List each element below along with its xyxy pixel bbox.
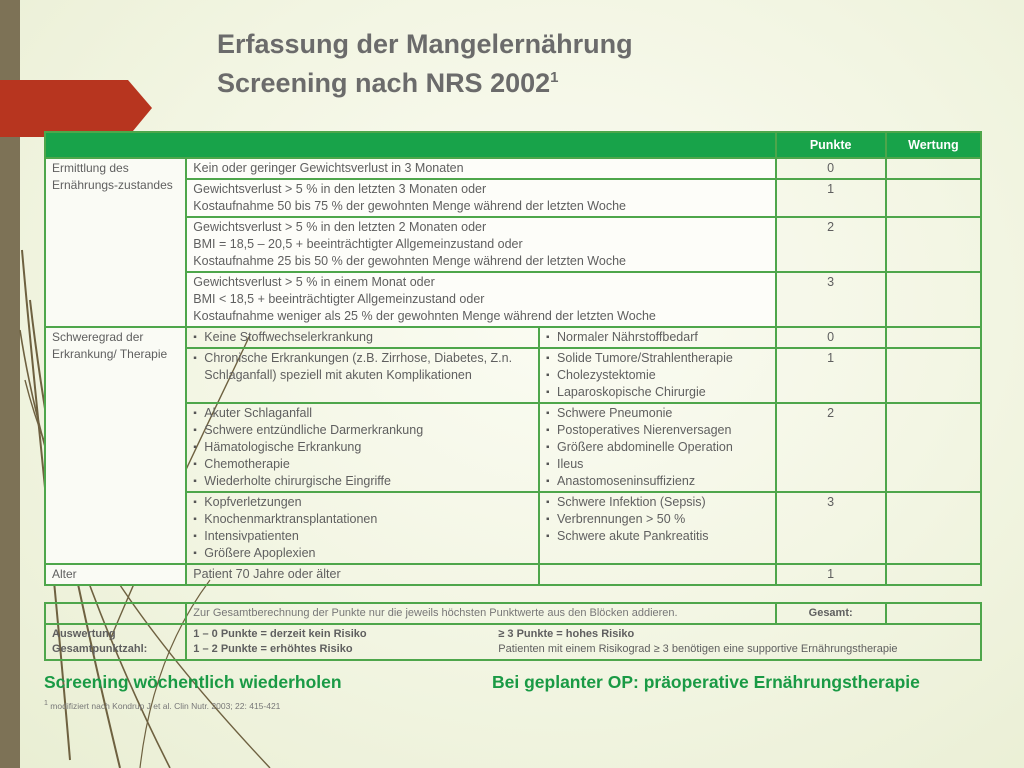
points-cell: 3: [776, 272, 886, 327]
disease-left-cell: [186, 492, 539, 564]
list-item: ▪ Größere Apoplexien: [193, 545, 532, 562]
table-row: [45, 348, 981, 403]
criteria-cell: [186, 217, 775, 272]
list-item: ▪ Laparoskopische Chirurgie: [546, 384, 769, 401]
list-item: ▪ Chemotherapie: [193, 456, 532, 473]
list-item: ▪ Chronische Erkrankungen (z.B. Zirrhose, Diabetes, Z.n. Schlaganfall) speziell mit akuten Komplikationen: [193, 350, 532, 384]
table-row: [45, 158, 981, 179]
table-row: [45, 492, 981, 564]
criteria-line: Gewichtsverlust > 5 % in den letzten 3 Monaten oder: [193, 182, 487, 196]
header-rating: Wertung: [886, 132, 981, 158]
list-item: ▪ Schwere akute Pankreatitis: [546, 528, 769, 545]
list-item: ▪ Schwere Pneumonie: [546, 405, 769, 422]
list-item: ▪ Wiederholte chirurgische Eingriffe: [193, 473, 532, 490]
list-item: ▪ Anastomoseninsuffizienz: [546, 473, 769, 490]
evaluation-details: [186, 624, 981, 660]
list-item: ▪ Knochenmarktransplantationen: [193, 511, 532, 528]
rating-cell[interactable]: [886, 564, 981, 585]
summary-row: [45, 603, 981, 624]
summary-note: Zur Gesamtberechnung der Punkte nur die jeweils höchsten Punktwerte aus den Blöcken addieren.: [186, 603, 775, 624]
list-item: ▪ Hämatologische Erkrankung: [193, 439, 532, 456]
list-item: ▪ Cholezystektomie: [546, 367, 769, 384]
list-item: ▪ Intensivpatienten: [193, 528, 532, 545]
list-item: ▪ Solide Tumore/Strahlentherapie: [546, 350, 769, 367]
slide-title: [217, 28, 633, 100]
footnote-text: modifiziert nach Kondrup J et al. Clin Nutr. 2003; 22: 415-421: [47, 700, 281, 711]
header-points: Punkte: [776, 132, 886, 158]
summary-table: [44, 602, 982, 661]
rating-cell[interactable]: [886, 327, 981, 348]
table-header-row: [45, 132, 981, 158]
footer-preop-therapy: Bei geplanter OP: präoperative Ernährungstherapie: [492, 672, 920, 692]
list-item: ▪ Normaler Nährstoffbedarf: [546, 329, 769, 346]
disease-right-cell: [539, 403, 776, 492]
nrs-screening-table: [44, 131, 982, 586]
evaluation-label-line: Gesamtpunktzahl:: [52, 643, 148, 655]
evaluation-col-right: [498, 627, 974, 657]
criteria-cell: Patient 70 Jahre oder älter: [186, 564, 539, 585]
list-item: ▪ Ileus: [546, 456, 769, 473]
disease-left-cell: [186, 327, 539, 348]
points-cell: 0: [776, 327, 886, 348]
list-item: ▪ Keine Stoffwechselerkrankung: [193, 329, 532, 346]
disease-left-cell: [186, 403, 539, 492]
total-label: Gesamt:: [776, 603, 886, 624]
evaluation-label-line: Auswertung: [52, 628, 116, 640]
list-item: ▪ Akuter Schlaganfall: [193, 405, 532, 422]
evaluation-row: [45, 624, 981, 660]
rating-cell[interactable]: [886, 403, 981, 492]
points-cell: 1: [776, 348, 886, 403]
rating-cell[interactable]: [886, 158, 981, 179]
list-item: ▪ Größere abdominelle Operation: [546, 439, 769, 456]
list-item: ▪ Kopfverletzungen: [193, 494, 532, 511]
title-line-1: Erfassung der Mangelernährung: [217, 29, 633, 59]
criteria-cell: Kein oder geringer Gewichtsverlust in 3 Monaten: [186, 158, 775, 179]
criteria-line: Gewichtsverlust > 5 % in den letzten 2 Monaten oder: [193, 220, 487, 234]
table-row: [45, 327, 981, 348]
table-row: [45, 217, 981, 272]
evaluation-line: Patienten mit einem Risikograd ≥ 3 benötigen eine supportive Ernährungstherapie: [498, 643, 898, 655]
criteria-line: Kostaufnahme 25 bis 50 % der gewohnten Menge während der letzten Woche: [193, 254, 626, 268]
evaluation-grid: [193, 627, 974, 657]
list-item: ▪ Schwere entzündliche Darmerkrankung: [193, 422, 532, 439]
footnote-mark: 1: [44, 699, 48, 707]
rating-cell[interactable]: [886, 217, 981, 272]
title-line-2: Screening nach NRS 2002: [217, 68, 551, 98]
list-item: ▪ Verbrennungen > 50 %: [546, 511, 769, 528]
empty-cell: [45, 603, 186, 624]
list-item: ▪ Schwere Infektion (Sepsis): [546, 494, 769, 511]
points-cell: 2: [776, 217, 886, 272]
table-row: [45, 272, 981, 327]
evaluation-line: 1 – 0 Punkte = derzeit kein Risiko: [193, 628, 367, 640]
evaluation-line: 1 – 2 Punkte = erhöhtes Risiko: [193, 643, 353, 655]
rating-cell[interactable]: [886, 348, 981, 403]
table-row: [45, 564, 981, 585]
section-label-age: Alter: [45, 564, 186, 585]
criteria-cell: [186, 179, 775, 217]
title-footnote-mark: 1: [550, 69, 559, 86]
table-row: [45, 403, 981, 492]
points-cell: 2: [776, 403, 886, 492]
rating-cell[interactable]: [886, 272, 981, 327]
section-label-disease: Schweregrad der Erkrankung/ Therapie: [45, 327, 186, 564]
header-spacer: [45, 132, 776, 158]
points-cell: 1: [776, 564, 886, 585]
empty-cell: [539, 564, 776, 585]
section-label-nutrition: Ermittlung des Ernährungs-zustandes: [45, 158, 186, 327]
points-cell: 1: [776, 179, 886, 217]
footer-repeat-screening: Screening wöchentlich wiederholen: [44, 672, 342, 692]
points-cell: 0: [776, 158, 886, 179]
disease-right-cell: [539, 327, 776, 348]
criteria-line: Gewichtsverlust > 5 % in einem Monat oder: [193, 275, 435, 289]
evaluation-col-left: [193, 627, 498, 657]
evaluation-label: [45, 624, 186, 660]
criteria-line: BMI = 18,5 – 20,5 + beeinträchtigter Allgemeinzustand oder: [193, 237, 523, 251]
disease-right-cell: [539, 348, 776, 403]
criteria-line: Kostaufnahme 50 bis 75 % der gewohnten Menge während der letzten Woche: [193, 199, 626, 213]
rating-cell[interactable]: [886, 179, 981, 217]
points-cell: 3: [776, 492, 886, 564]
criteria-line: Kostaufnahme weniger als 25 % der gewohnten Menge während der letzten Woche: [193, 309, 656, 323]
table-row: [45, 179, 981, 217]
disease-left-cell: [186, 348, 539, 403]
criteria-cell: [186, 272, 775, 327]
list-item: ▪ Postoperatives Nierenversagen: [546, 422, 769, 439]
disease-right-cell: [539, 492, 776, 564]
criteria-line: BMI < 18,5 + beeinträchtigter Allgemeinzustand oder: [193, 292, 485, 306]
total-value-cell[interactable]: [886, 603, 981, 624]
rating-cell[interactable]: [886, 492, 981, 564]
red-arrow-tab: [0, 80, 152, 137]
footnote: [44, 699, 280, 711]
evaluation-line: ≥ 3 Punkte = hohes Risiko: [498, 628, 635, 640]
